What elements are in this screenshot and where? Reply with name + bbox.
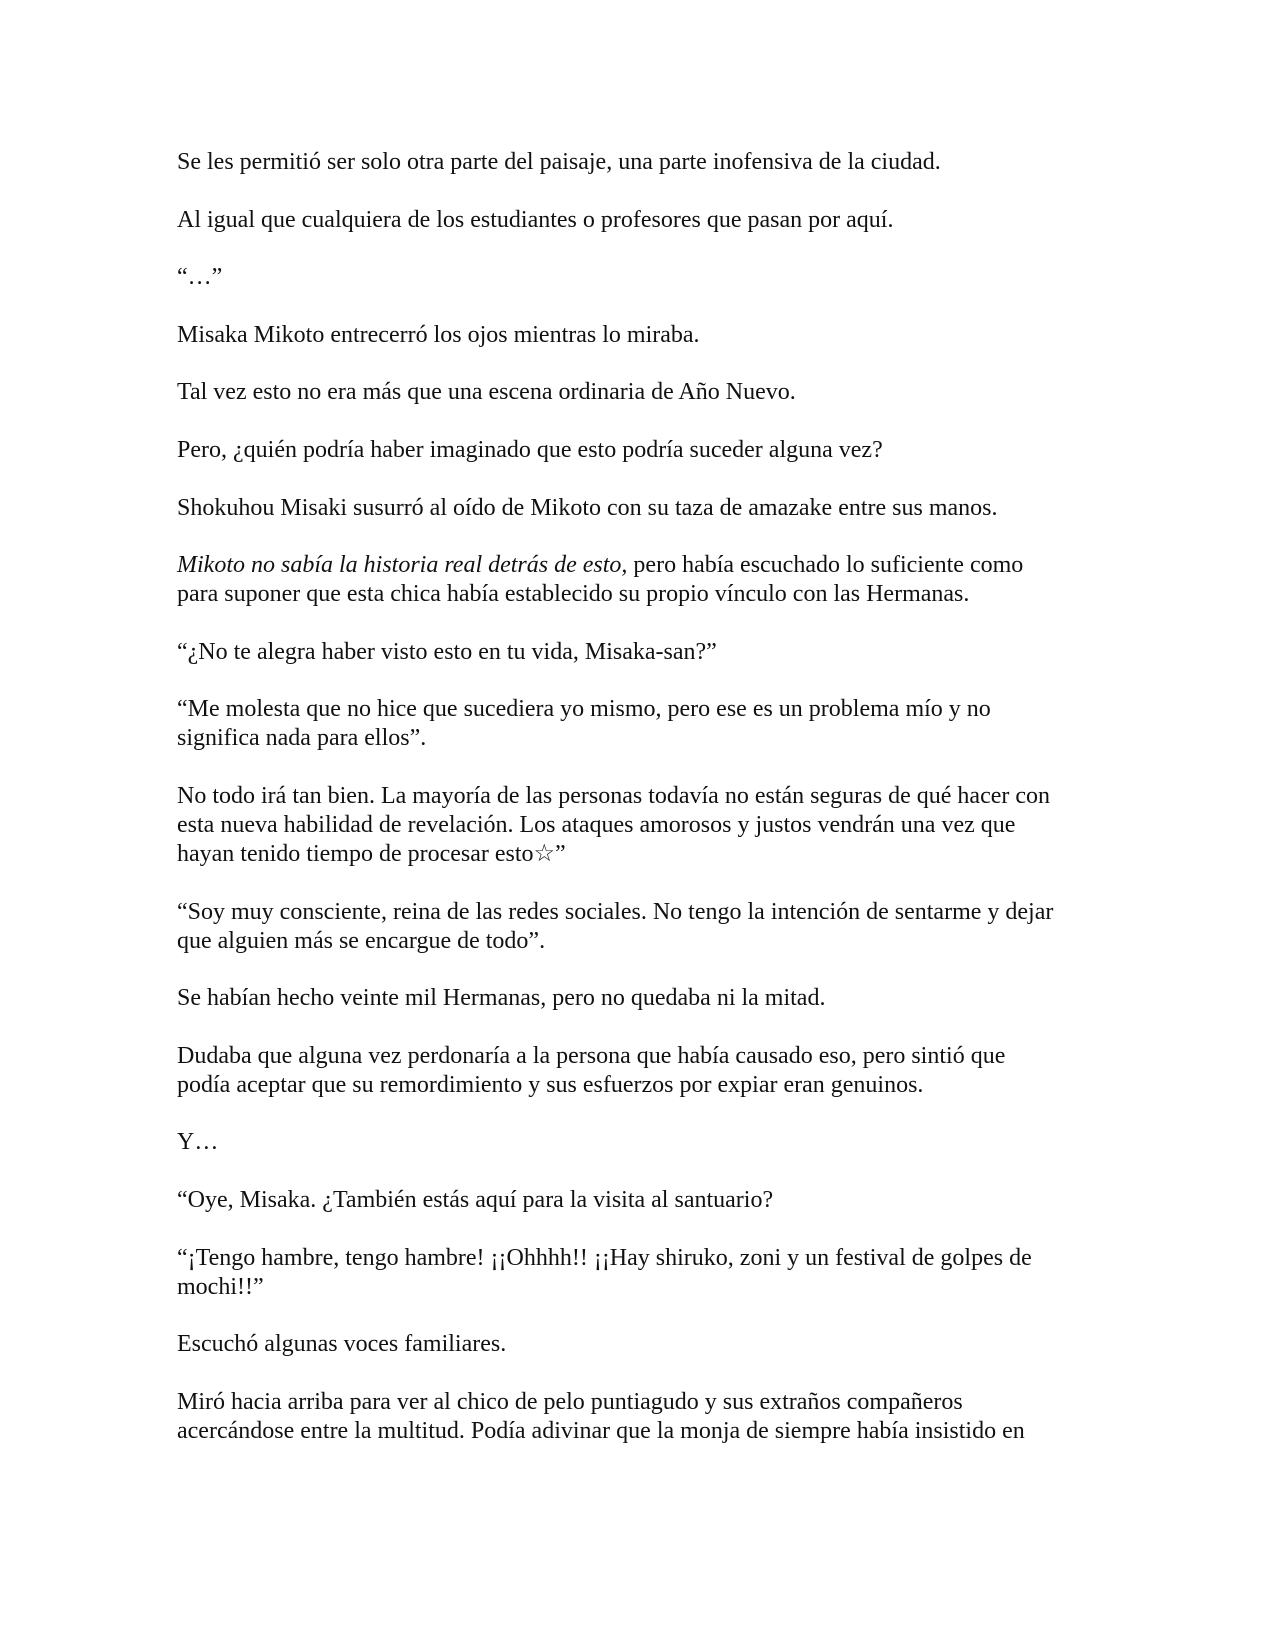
text-line: Tal vez esto no era más que una escena ordinaria de Año Nuevo. <box>177 379 796 406</box>
text-line: significa nada para ellos”. <box>177 725 427 752</box>
paragraph <box>177 1042 1127 1100</box>
text-line: No todo irá tan bien. La mayoría de las personas todavía no están seguras de qué hacer con <box>177 782 1051 809</box>
paragraph <box>177 1388 1127 1446</box>
text-line: hayan tenido tiempo de procesar esto☆” <box>177 840 566 867</box>
text-line: Misaka Mikoto entrecerró los ojos mientras lo miraba. <box>177 321 700 348</box>
text-line: “…” <box>177 264 223 291</box>
paragraph <box>177 782 1127 869</box>
text-line: que alguien más se encargue de todo”. <box>177 927 546 954</box>
paragraph <box>177 436 1127 465</box>
text-line: podía aceptar que su remordimiento y sus esfuerzos por expiar eran genuinos. <box>177 1071 924 1098</box>
paragraph <box>177 1330 1127 1359</box>
paragraph <box>177 148 1127 177</box>
text-line: Dudaba que alguna vez perdonaría a la persona que había causado eso, pero sintió que <box>177 1042 1006 1069</box>
paragraph <box>177 1186 1127 1215</box>
text-line: Se habían hecho veinte mil Hermanas, pero no quedaba ni la mitad. <box>177 985 826 1012</box>
text-line: “Oye, Misaka. ¿También estás aquí para la visita al santuario? <box>177 1186 774 1213</box>
text-line: esta nueva habilidad de revelación. Los ataques amorosos y justos vendrán una vez que <box>177 811 1016 838</box>
paragraph <box>177 1128 1127 1157</box>
text-line: “¡Tengo hambre, tengo hambre! ¡¡Ohhhh!! ¡¡Hay shiruko, zoni y un festival de golpes de <box>177 1244 1032 1271</box>
paragraph <box>177 638 1127 667</box>
text-line: “¿No te alegra haber visto esto en tu vida, Misaka-san?” <box>177 638 717 665</box>
document-page <box>177 148 1127 1474</box>
paragraph <box>177 494 1127 523</box>
paragraph <box>177 263 1127 292</box>
text-line: Se les permitió ser solo otra parte del paisaje, una parte inofensiva de la ciudad. <box>177 149 941 175</box>
paragraph <box>177 551 1127 609</box>
text-line: Miró hacia arriba para ver al chico de pelo puntiagudo y sus extraños compañeros <box>177 1388 963 1415</box>
paragraph <box>177 695 1127 753</box>
paragraph <box>177 898 1127 956</box>
paragraph <box>177 984 1127 1013</box>
paragraph <box>177 206 1127 235</box>
text-line: Escuchó algunas voces familiares. <box>177 1331 507 1358</box>
text-line: acercándose entre la multitud. Podía adivinar que la monja de siempre había insistido en <box>177 1417 1025 1444</box>
paragraph <box>177 321 1127 350</box>
text-line: mochi!!” <box>177 1273 264 1300</box>
paragraph <box>177 1244 1127 1302</box>
text-line: Al igual que cualquiera de los estudiantes o profesores que pasan por aquí. <box>177 206 894 233</box>
italic-text: Mikoto no sabía la historia real detrás de esto, <box>177 552 628 579</box>
text-line: para suponer que esta chica había establecido su propio vínculo con las Hermanas. <box>177 581 970 608</box>
paragraph <box>177 378 1127 407</box>
text-line <box>177 551 1127 580</box>
text-line: Pero, ¿quién podría haber imaginado que esto podría suceder alguna vez? <box>177 436 883 463</box>
text-line: “Me molesta que no hice que sucediera yo mismo, pero ese es un problema mío y no <box>177 696 991 723</box>
text-span: pero había escuchado lo suficiente como <box>627 552 1024 579</box>
text-line: Y… <box>177 1129 219 1156</box>
text-line: “Soy muy consciente, reina de las redes sociales. No tengo la intención de sentarme y dejar <box>177 898 1054 925</box>
text-line: Shokuhou Misaki susurró al oído de Mikoto con su taza de amazake entre sus manos. <box>177 494 998 521</box>
